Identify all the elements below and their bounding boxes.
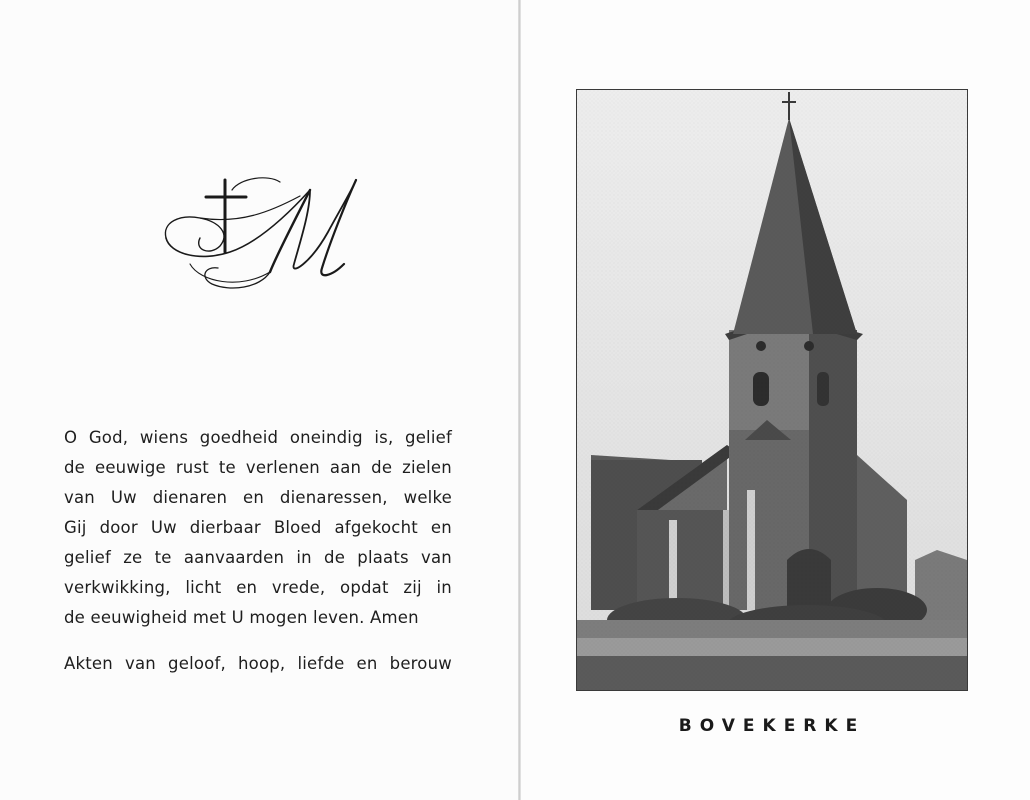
prayer-word: in — [436, 578, 452, 597]
prayer-word: dierbaar — [189, 518, 261, 537]
acts-word: berouw — [389, 654, 452, 673]
prayer-word: vrede, — [271, 578, 326, 597]
acts-word: van — [125, 654, 156, 673]
prayer-word: dienaressen, — [279, 488, 388, 507]
church-illustration — [577, 90, 968, 691]
prayer-word: is, — [374, 428, 394, 447]
prayer-word: gelief — [64, 548, 111, 567]
prayer-word: zij — [403, 578, 422, 597]
prayer-word: Uw — [110, 488, 137, 507]
prayer-word: ze — [123, 548, 143, 567]
prayer-word: gelief — [405, 428, 452, 447]
acts-word: en — [356, 654, 378, 673]
prayer-line — [64, 513, 452, 543]
prayer-word: Gij — [64, 518, 87, 537]
prayer-word: dienaren — [152, 488, 228, 507]
acts-word: Akten — [64, 654, 113, 673]
prayer-word: wiens — [139, 428, 189, 447]
prayer-word: goedheid — [199, 428, 279, 447]
prayer-word: O — [64, 428, 78, 447]
prayer-word: God, — [88, 428, 129, 447]
acts-word: liefde — [297, 654, 345, 673]
prayer-word: van — [64, 488, 95, 507]
prayer-line — [64, 483, 452, 513]
prayer-word: te — [218, 458, 236, 477]
prayer-word: aanvaarden — [183, 548, 285, 567]
church-photo — [576, 89, 968, 691]
prayer-line — [64, 543, 452, 573]
prayer-word: welke — [403, 488, 452, 507]
prayer-word: licht — [185, 578, 222, 597]
prayer-word: oneindig — [289, 428, 363, 447]
prayer-line — [64, 573, 452, 603]
acts-word: hoop, — [238, 654, 286, 673]
prayer-word: plaats — [357, 548, 409, 567]
prayer-text — [64, 423, 452, 633]
prayer-word: rust — [175, 458, 209, 477]
prayer-word: verlenen — [245, 458, 320, 477]
monogram-cross-m-icon — [160, 172, 360, 297]
prayer-word: afgekocht — [334, 518, 418, 537]
church-caption: BOVEKERKE — [678, 716, 866, 736]
prayer-word: Bloed — [273, 518, 322, 537]
prayer-line — [64, 423, 452, 453]
prayer-word: de — [324, 548, 346, 567]
prayer-word: de — [64, 458, 86, 477]
prayer-word: eeuwige — [94, 458, 166, 477]
prayer-last-line: de eeuwigheid met U mogen leven. Amen — [64, 608, 419, 627]
prayer-word: zielen — [402, 458, 452, 477]
prayer-word: door — [99, 518, 138, 537]
acts-of-faith-line — [64, 652, 452, 676]
prayer-word: van — [421, 548, 452, 567]
prayer-word: opdat — [340, 578, 389, 597]
prayer-word: aan — [329, 458, 362, 477]
prayer-word: de — [371, 458, 393, 477]
prayer-word: Uw — [150, 518, 177, 537]
prayer-word: verkwikking, — [64, 578, 171, 597]
prayer-line — [64, 453, 452, 483]
prayer-word: en — [236, 578, 258, 597]
prayer-word: in — [296, 548, 312, 567]
prayer-word: te — [154, 548, 172, 567]
prayer-word: en — [243, 488, 265, 507]
prayer-word: en — [430, 518, 452, 537]
acts-word: geloof, — [168, 654, 226, 673]
